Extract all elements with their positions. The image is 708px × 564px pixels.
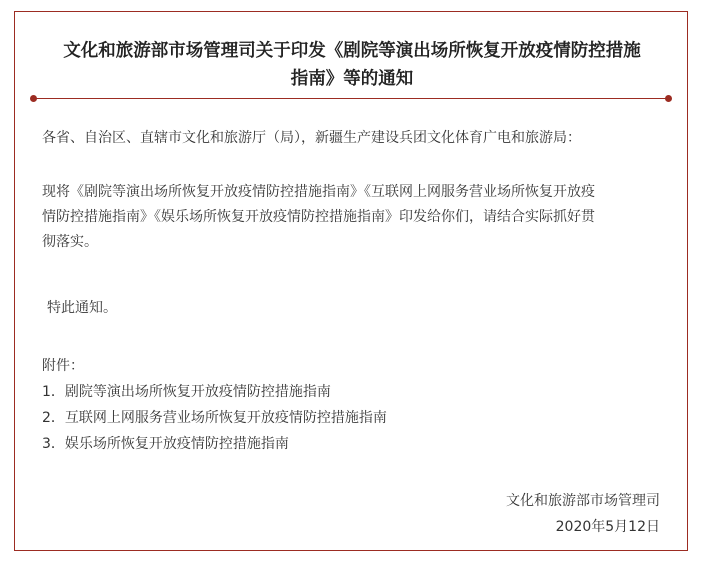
signature-org: 文化和旅游部市场管理司 <box>506 493 660 509</box>
title-line-2: 指南》等的通知 <box>290 69 414 89</box>
attachment-item-3: 3．娱乐场所恢复开放疫情防控措施指南 <box>42 436 289 452</box>
notice-text: 特此通知。 <box>47 300 117 316</box>
attachment-item-1: 1．剧院等演出场所恢复开放疫情防控措施指南 <box>42 384 331 400</box>
paragraph-line-2: 情防控措施指南》《娱乐场所恢复开放疫情防控措施指南》印发给你们，请结合实际抓好贯 <box>42 209 595 225</box>
title-line-1: 文化和旅游部市场管理司关于印发《剧院等演出场所恢复开放疫情防控措施 <box>63 41 641 61</box>
divider-dot-left <box>30 95 37 102</box>
attachment-item-2: 2．互联网上网服务营业场所恢复开放疫情防控措施指南 <box>42 410 387 426</box>
title-divider <box>35 98 668 99</box>
main-paragraph <box>42 180 672 255</box>
attachments-list <box>42 380 672 458</box>
attachments-label: 附件： <box>42 358 84 374</box>
divider-dot-right <box>665 95 672 102</box>
paragraph-line-3: 彻落实。 <box>42 234 98 250</box>
document-frame <box>14 11 688 551</box>
salutation: 各省、自治区、直辖市文化和旅游厅（局），新疆生产建设兵团文化体育广电和旅游局： <box>42 130 581 146</box>
signature-date: 2020年5月12日 <box>555 519 660 535</box>
paragraph-line-1: 现将《剧院等演出场所恢复开放疫情防控措施指南》《互联网上网服务营业场所恢复开放疫 <box>42 184 595 200</box>
document-title <box>15 37 689 93</box>
